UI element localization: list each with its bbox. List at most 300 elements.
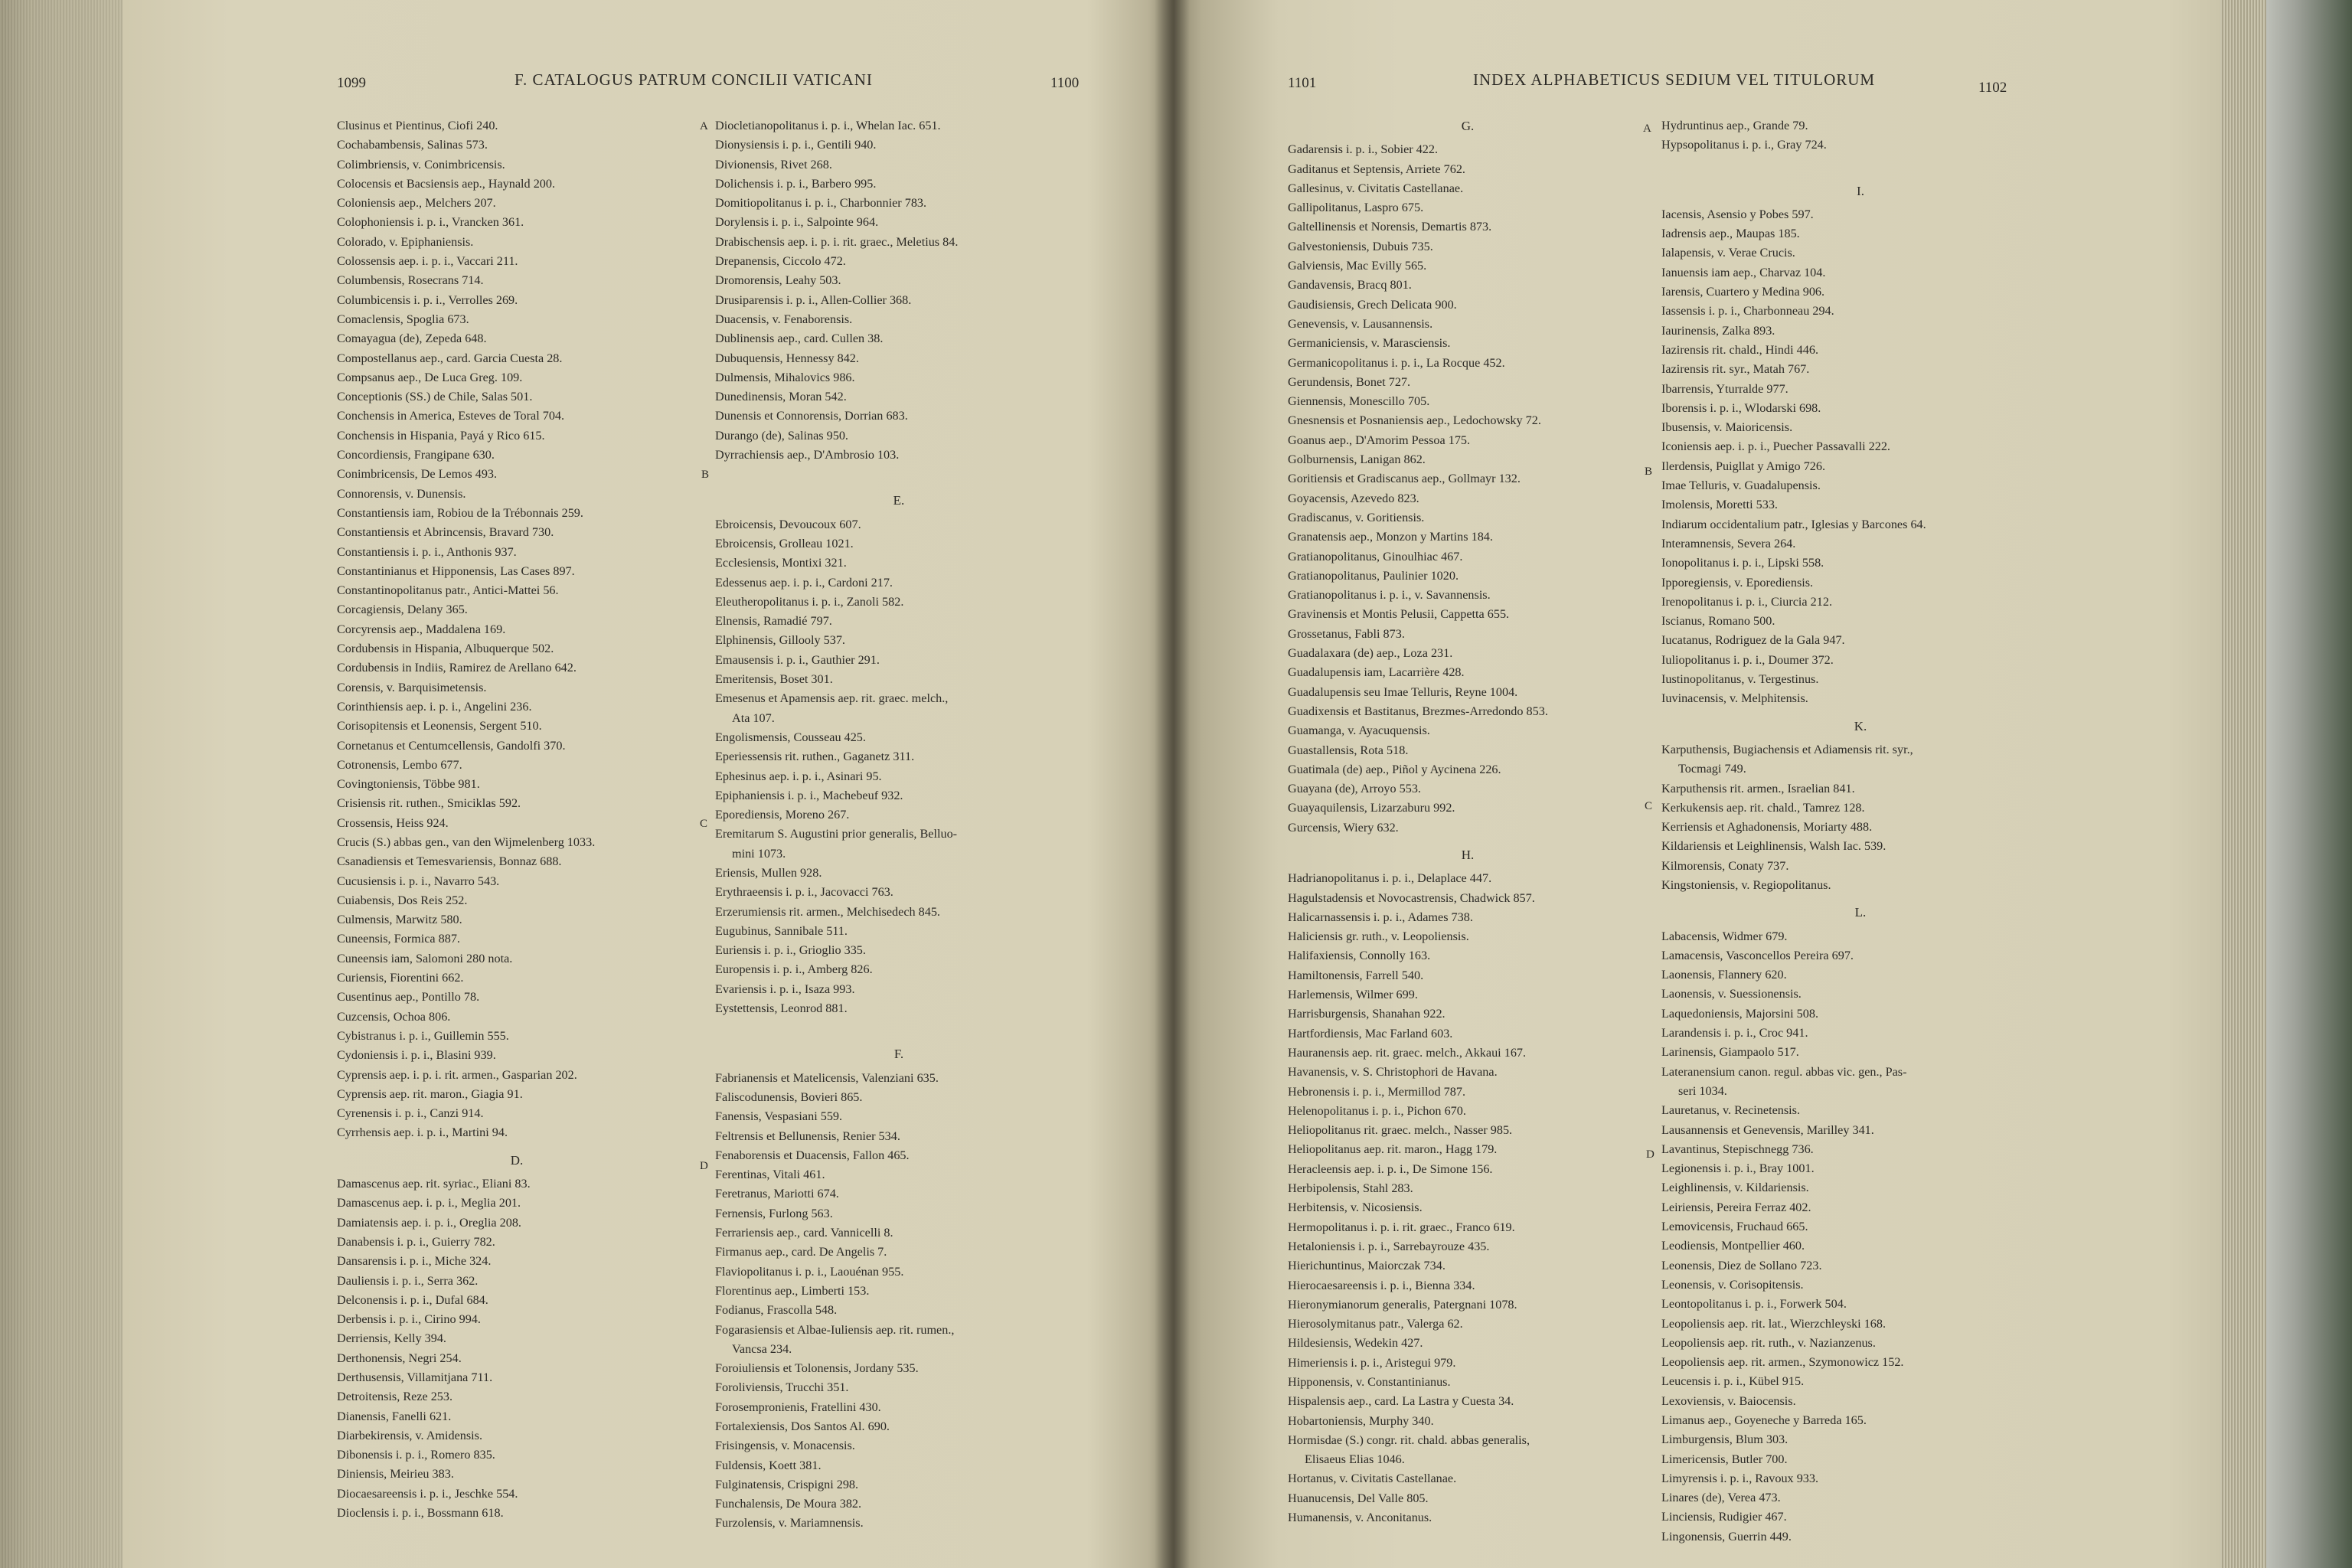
index-entry: Iborensis i. p. i., Wlodarski 698. xyxy=(1661,400,1821,415)
index-entry: Ebroicensis, Devoucoux 607. xyxy=(715,517,861,531)
margin-label-b: B xyxy=(1645,466,1653,478)
index-entry: Crossensis, Heiss 924. xyxy=(337,815,449,830)
index-entry: Funchalensis, De Moura 382. xyxy=(715,1497,862,1511)
index-entry: Leopoliensis aep. rit. lat., Wierzchleyski 168. xyxy=(1661,1316,1886,1331)
index-entry: Dionysiensis i. p. i., Gentili 940. xyxy=(715,138,877,152)
index-entry: Comaclensis, Spoglia 673. xyxy=(337,312,469,326)
index-entry: Cyrenensis i. p. i., Canzi 914. xyxy=(337,1106,484,1121)
index-entry: Gradiscanus, v. Goritiensis. xyxy=(1288,510,1425,524)
page-number-1101: 1101 xyxy=(1288,75,1317,91)
index-entry: Kildariensis et Leighlinensis, Walsh Iac. 539. xyxy=(1661,839,1886,854)
index-entry: Cuneensis, Formica 887. xyxy=(337,932,460,946)
index-entry: Domitiopolitanus i. p. i., Charbonnier 783. xyxy=(715,196,927,211)
index-entry: Colocensis et Bacsiensis aep., Haynald 200. xyxy=(337,176,556,191)
index-entry: Galtellinensis et Norensis, Demartis 873. xyxy=(1288,220,1492,234)
index-entry: Cordubensis in Hispania, Albuquerque 502. xyxy=(337,642,554,656)
index-entry: Hagulstadensis et Novocastrensis, Chadwick 857. xyxy=(1288,890,1535,905)
left-page xyxy=(0,0,1171,1568)
section-heading-l: L. xyxy=(1854,905,1867,920)
index-entry: Coloniensis aep., Melchers 207. xyxy=(337,196,496,211)
index-entry: Harlemensis, Wilmer 699. xyxy=(1288,988,1418,1002)
index-entry: Gallipolitanus, Laspro 675. xyxy=(1288,201,1424,215)
index-entry: Iaurinensis, Zalka 893. xyxy=(1661,323,1775,338)
index-entry: Covingtoniensis, Többe 981. xyxy=(337,777,480,792)
index-entry: Eleutheropolitanus i. p. i., Zanoli 582. xyxy=(715,594,904,609)
index-entry: Dauliensis i. p. i., Serra 362. xyxy=(337,1273,479,1288)
index-entry: Lausannensis et Genevensis, Marilley 341. xyxy=(1661,1122,1874,1137)
index-entry: Laonensis, v. Suessionensis. xyxy=(1661,987,1802,1001)
index-entry: Culmensis, Marwitz 580. xyxy=(337,913,462,927)
index-entry: Labacensis, Widmer 679. xyxy=(1661,929,1788,943)
page-number-1100: 1100 xyxy=(1050,75,1080,91)
index-entry: Eugubinus, Sannibale 511. xyxy=(715,923,848,938)
index-entry: Constantinopolitanus patr., Antici-Mattei 56. xyxy=(337,583,559,598)
index-entry: Granatensis aep., Monzon y Martins 184. xyxy=(1288,530,1493,544)
index-entry: Ebroicensis, Grolleau 1021. xyxy=(715,536,854,550)
index-entry: Hierosolymitanus patr., Valerga 62. xyxy=(1288,1317,1463,1331)
index-entry: Gallesinus, v. Civitatis Castellanae. xyxy=(1288,181,1464,195)
index-entry: Cochabambensis, Salinas 573. xyxy=(337,138,488,152)
index-entry: Goanus aep., D'Amorim Pessoa 175. xyxy=(1288,433,1471,447)
index-entry: Ibarrensis, Yturralde 977. xyxy=(1661,381,1788,396)
right-page-column-2 xyxy=(1661,116,2060,1547)
margin-label-a: A xyxy=(700,120,708,132)
index-entry: Ibusensis, v. Maioricensis. xyxy=(1661,420,1793,435)
index-entry: Gratianopolitanus, Ginoulhiac 467. xyxy=(1288,549,1463,564)
index-entry: Iazirensis rit. chald., Hindi 446. xyxy=(1661,342,1818,357)
index-entry: Fenaborensis et Duacensis, Fallon 465. xyxy=(715,1148,910,1162)
page-number-1099: 1099 xyxy=(337,75,366,91)
index-entry: Kerkukensis aep. rit. chald., Tamrez 128. xyxy=(1661,800,1865,815)
index-entry: Europensis i. p. i., Amberg 826. xyxy=(715,962,873,977)
index-entry: Euriensis i. p. i., Grioglio 335. xyxy=(715,943,866,958)
index-entry: Derriensis, Kelly 394. xyxy=(337,1331,446,1346)
index-entry: Haliciensis gr. ruth., v. Leopoliensis. xyxy=(1288,929,1469,944)
index-entry: Colossensis aep. i. p. i., Vaccari 211. xyxy=(337,254,518,269)
index-entry: Lemovicensis, Fruchaud 665. xyxy=(1661,1220,1808,1234)
index-entry: Himeriensis i. p. i., Aristegui 979. xyxy=(1288,1355,1456,1370)
index-entry: Galviensis, Mac Evilly 565. xyxy=(1288,259,1427,273)
index-entry: Iuliopolitanus i. p. i., Doumer 372. xyxy=(1661,652,1834,667)
index-entry: Flaviopolitanus i. p. i., Laouénan 955. xyxy=(715,1264,904,1279)
index-entry: Constantiensis et Abrincensis, Bravard 730. xyxy=(337,525,554,540)
index-entry: Derbensis i. p. i., Cirino 994. xyxy=(337,1312,481,1327)
index-entry: Ilerdensis, Puigllat y Amigo 726. xyxy=(1661,459,1826,473)
index-entry: Guayana (de), Arroyo 553. xyxy=(1288,782,1421,796)
index-entry: Imae Telluris, v. Guadalupensis. xyxy=(1661,479,1821,493)
index-entry: Iazirensis rit. syr., Matah 767. xyxy=(1661,362,1810,377)
index-entry: Damascenus aep. rit. syriac., Eliani 83. xyxy=(337,1177,531,1191)
index-entry: Linares (de), Verea 473. xyxy=(1661,1491,1781,1505)
left-running-header: F. CATALOGUS PATRUM CONCILII VATICANI xyxy=(514,70,873,89)
section-heading-g: G. xyxy=(1461,119,1475,133)
index-entry: Heliopolitanus rit. graec. melch., Nasser 985. xyxy=(1288,1123,1513,1138)
index-entry: Dunensis et Connorensis, Dorrian 683. xyxy=(715,409,908,423)
index-entry: Eperiessensis rit. ruthen., Gaganetz 311. xyxy=(715,750,915,764)
index-entry: Iarensis, Cuartero y Medina 906. xyxy=(1661,285,1825,299)
index-entry: Halicarnassensis i. p. i., Adames 738. xyxy=(1288,910,1473,924)
index-entry: Indiarum occidentalium patr., Iglesias y Barcones 64. xyxy=(1661,517,1926,531)
index-entry: Kingstoniensis, v. Regiopolitanus. xyxy=(1661,877,1831,892)
index-entry: Florentinus aep., Limberti 153. xyxy=(715,1283,870,1298)
section-heading-f: F. xyxy=(893,1047,904,1062)
index-entry: Huanucensis, Del Valle 805. xyxy=(1288,1491,1429,1505)
index-entry: Leonensis, v. Corisopitensis. xyxy=(1661,1277,1804,1292)
index-entry: Iucatanus, Rodriguez de la Gala 947. xyxy=(1661,633,1845,648)
index-entry: Constantiensis iam, Robiou de la Trébonnais 259. xyxy=(337,505,583,520)
margin-label-a: A xyxy=(1643,122,1651,135)
index-entry: Csanadiensis et Temesvariensis, Bonnaz 688. xyxy=(337,854,562,869)
index-entry: Diocletianopolitanus i. p. i., Whelan Iac. 651. xyxy=(715,119,941,132)
index-entry: Comayagua (de), Zepeda 648. xyxy=(337,332,487,346)
index-entry: Constantiensis i. p. i., Anthonis 937. xyxy=(337,544,517,559)
index-entry: Goyacensis, Azevedo 823. xyxy=(1288,491,1419,505)
index-entry: Hydruntinus aep., Grande 79. xyxy=(1661,119,1808,132)
index-entry: Kerriensis et Aghadonensis, Moriarty 488. xyxy=(1661,820,1873,835)
index-entry: Eystettensis, Leonrod 881. xyxy=(715,1001,848,1016)
index-entry: Iassensis i. p. i., Charbonneau 294. xyxy=(1661,304,1834,318)
index-entry: Golburnensis, Lanigan 862. xyxy=(1288,452,1426,467)
index-entry: Guadalupensis iam, Lacarrière 428. xyxy=(1288,665,1465,680)
index-entry: Leonensis, Diez de Sollano 723. xyxy=(1661,1258,1822,1272)
index-entry: Emausensis i. p. i., Gauthier 291. xyxy=(715,652,880,667)
index-entry: Dolichensis i. p. i., Barbero 995. xyxy=(715,176,877,191)
index-entry: Hierocaesareensis i. p. i., Bienna 334. xyxy=(1288,1278,1475,1292)
index-entry: Guamanga, v. Ayacuquensis. xyxy=(1288,724,1430,738)
index-entry: Havanensis, v. S. Christophori de Havana. xyxy=(1288,1065,1498,1080)
index-entry: Gurcensis, Wiery 632. xyxy=(1288,820,1399,835)
index-entry: Limburgensis, Blum 303. xyxy=(1661,1432,1788,1447)
index-entry: Eremitarum S. Augustini prior generalis, Belluo- xyxy=(715,827,958,841)
index-entry: Ionopolitanus i. p. i., Lipski 558. xyxy=(1661,556,1824,570)
index-entry: Compsanus aep., De Luca Greg. 109. xyxy=(337,370,523,384)
index-entry: Elnensis, Ramadié 797. xyxy=(715,614,832,629)
index-entry: Dubuquensis, Hennessy 842. xyxy=(715,351,859,365)
page-edge-right xyxy=(2220,0,2266,1568)
index-entry: Iscianus, Romano 500. xyxy=(1661,614,1775,629)
index-entry: Dulmensis, Mihalovics 986. xyxy=(715,370,855,384)
index-entry: Ipporegiensis, v. Eporediensis. xyxy=(1661,575,1814,590)
index-entry: Damascenus aep. i. p. i., Meglia 201. xyxy=(337,1196,521,1210)
page-edge-left xyxy=(0,0,122,1568)
index-entry: Cotronensis, Lembo 677. xyxy=(337,757,462,772)
index-entry: Germaniciensis, v. Marasciensis. xyxy=(1288,336,1451,351)
index-entry: Drepanensis, Ciccolo 472. xyxy=(715,254,846,269)
index-entry: Leontopolitanus i. p. i., Forwerk 504. xyxy=(1661,1297,1847,1312)
index-entry: Firmanus aep., card. De Angelis 7. xyxy=(715,1245,887,1259)
index-entry: Dianensis, Fanelli 621. xyxy=(337,1409,452,1423)
index-entry: Heliopolitanus aep. rit. maron., Hagg 179. xyxy=(1288,1142,1498,1157)
index-entry: Dunedinensis, Moran 542. xyxy=(715,390,847,404)
index-entry: Karputhensis rit. armen., Israelian 841. xyxy=(1661,781,1855,795)
index-entry: Concordiensis, Frangipane 630. xyxy=(337,448,495,462)
index-entry: Conchensis in Hispania, Payá y Rico 615. xyxy=(337,428,545,443)
index-entry: Cuzcensis, Ochoa 806. xyxy=(337,1009,451,1024)
index-entry: Corensis, v. Barquisimetensis. xyxy=(337,680,487,694)
index-entry: Herbitensis, v. Nicosiensis. xyxy=(1288,1200,1423,1215)
index-entry: Cydoniensis i. p. i., Blasini 939. xyxy=(337,1048,496,1063)
index-entry: Iacensis, Asensio y Pobes 597. xyxy=(1661,207,1814,221)
index-entry: Dyrrachiensis aep., D'Ambrosio 103. xyxy=(715,448,900,462)
index-entry: Detroitensis, Reze 253. xyxy=(337,1390,453,1404)
index-entry: Leopoliensis aep. rit. ruth., v. Nazianzenus. xyxy=(1661,1335,1876,1350)
index-entry: Humanensis, v. Anconitanus. xyxy=(1288,1511,1432,1525)
index-entry: Divionensis, Rivet 268. xyxy=(715,157,832,172)
index-entry: Cybistranus i. p. i., Guillemin 555. xyxy=(337,1028,509,1043)
index-entry: Ianuensis iam aep., Charvaz 104. xyxy=(1661,265,1826,279)
index-entry: Linciensis, Rudigier 467. xyxy=(1661,1510,1787,1524)
index-entry: Foroliviensis, Trucchi 351. xyxy=(715,1380,849,1395)
index-entry: Germanicopolitanus i. p. i., La Rocque 452. xyxy=(1288,355,1505,370)
index-entry: Elphinensis, Gillooly 537. xyxy=(715,633,845,648)
index-entry: Hadrianopolitanus i. p. i., Delaplace 447. xyxy=(1288,871,1492,886)
index-entry: Guayaquilensis, Lizarzaburu 992. xyxy=(1288,801,1455,815)
index-entry: Conceptionis (SS.) de Chile, Salas 501. xyxy=(337,390,533,404)
index-entry: Guastallensis, Rota 518. xyxy=(1288,743,1409,757)
index-entry: Epiphaniensis i. p. i., Machebeuf 932. xyxy=(715,788,903,802)
index-entry: Emesenus et Apamensis aep. rit. graec. melch., xyxy=(715,691,949,706)
index-entry: Feltrensis et Bellunensis, Renier 534. xyxy=(715,1129,900,1143)
index-entry: Faliscodunensis, Bovieri 865. xyxy=(715,1089,863,1104)
index-entry: Cyprensis aep. i. p. i. rit. armen., Gasparian 202. xyxy=(337,1067,577,1082)
index-entry: Durango (de), Salinas 950. xyxy=(715,428,848,443)
index-entry: Drusiparensis i. p. i., Allen-Collier 368. xyxy=(715,292,912,307)
index-entry: Duacensis, v. Fenaborensis. xyxy=(715,312,853,326)
index-entry: Fulginatensis, Crispigni 298. xyxy=(715,1477,859,1491)
index-entry: Colorado, v. Epiphaniensis. xyxy=(337,234,474,249)
index-entry: Hormisdae (S.) congr. rit. chald. abbas generalis, xyxy=(1288,1432,1530,1447)
index-entry: Hypsopolitanus i. p. i., Gray 724. xyxy=(1661,138,1827,152)
margin-label-c: C xyxy=(1645,800,1653,812)
index-entry: Leodiensis, Montpellier 460. xyxy=(1661,1239,1805,1253)
index-entry: Heracleensis aep. i. p. i., De Simone 156. xyxy=(1288,1161,1493,1176)
index-entry: Frisingensis, v. Monacensis. xyxy=(715,1439,855,1453)
index-entry: Ecclesiensis, Montixi 321. xyxy=(715,556,847,570)
index-entry: Eriensis, Mullen 928. xyxy=(715,865,822,880)
index-entry: Goritiensis et Gradiscanus aep., Gollmayr 132. xyxy=(1288,472,1521,486)
index-entry: Fernensis, Furlong 563. xyxy=(715,1206,833,1220)
index-entry: Columbensis, Rosecrans 714. xyxy=(337,273,484,288)
index-entry: Furzolensis, v. Mariamnensis. xyxy=(715,1516,864,1530)
index-entry: Laonensis, Flannery 620. xyxy=(1661,968,1787,982)
book-gutter xyxy=(1155,0,1190,1568)
index-entry-continuation: mini 1073. xyxy=(732,846,786,861)
index-entry: Cyrrhensis aep. i. p. i., Martini 94. xyxy=(337,1125,508,1140)
index-entry: Dorylensis i. p. i., Salpointe 964. xyxy=(715,215,879,230)
index-entry: Cyprensis aep. rit. maron., Giagia 91. xyxy=(337,1086,523,1101)
index-entry: Limericensis, Butler 700. xyxy=(1661,1452,1788,1466)
index-entry: Colophoniensis i. p. i., Vrancken 361. xyxy=(337,215,524,230)
index-entry: Lauretanus, v. Recinetensis. xyxy=(1661,1103,1801,1118)
margin-label-d: D xyxy=(700,1160,708,1172)
margin-label-c: C xyxy=(700,818,708,830)
index-entry: Cuiabensis, Dos Reis 252. xyxy=(337,893,468,907)
index-entry: Leiriensis, Pereira Ferraz 402. xyxy=(1661,1200,1811,1214)
index-entry: Hortanus, v. Civitatis Castellanae. xyxy=(1288,1472,1457,1486)
index-entry: Fuldensis, Koett 381. xyxy=(715,1458,822,1472)
index-entry: Guatimala (de) aep., Piñol y Aycinena 226. xyxy=(1288,762,1501,776)
index-entry: Dibonensis i. p. i., Romero 835. xyxy=(337,1448,495,1462)
index-entry: Fortalexiensis, Dos Santos Al. 690. xyxy=(715,1419,890,1433)
index-entry: Limyrensis i. p. i., Ravoux 933. xyxy=(1661,1471,1819,1485)
index-entry-continuation: Ata 107. xyxy=(732,710,775,725)
index-entry: Hauranensis aep. rit. graec. melch., Akkaui 167. xyxy=(1288,1045,1527,1060)
index-entry: Erzerumiensis rit. armen., Melchisedech 845. xyxy=(715,904,940,919)
index-entry: Foroiuliensis et Tolonensis, Jordany 535. xyxy=(715,1361,919,1376)
index-entry: Emeritensis, Boset 301. xyxy=(715,672,833,687)
index-entry: Larinensis, Giampaolo 517. xyxy=(1661,1045,1799,1060)
index-entry: Guadalupensis seu Imae Telluris, Reyne 1004. xyxy=(1288,684,1518,699)
index-entry: Fogarasiensis et Albae-Iuliensis aep. rit. rumen., xyxy=(715,1322,955,1337)
index-entry: Legionensis i. p. i., Bray 1001. xyxy=(1661,1161,1815,1176)
index-entry: Galvestoniensis, Dubuis 735. xyxy=(1288,239,1433,253)
index-entry: Fanensis, Vespasiani 559. xyxy=(715,1109,843,1124)
index-entry: Conchensis in America, Esteves de Toral 704. xyxy=(337,409,565,423)
index-entry: Corisopitensis et Leonensis, Sergent 510. xyxy=(337,719,542,733)
index-entry: Hipponensis, v. Constantinianus. xyxy=(1288,1375,1451,1389)
index-entry: Fodianus, Frascolla 548. xyxy=(715,1303,838,1318)
index-entry: Cornetanus et Centumcellensis, Gandolfi 370. xyxy=(337,738,566,753)
index-entry: Gratianopolitanus i. p. i., v. Savannensis. xyxy=(1288,588,1491,603)
index-entry: Karputhensis, Bugiachensis et Adiamensis rit. syr., xyxy=(1661,742,1913,756)
index-entry: Iustinopolitanus, v. Tergestinus. xyxy=(1661,672,1819,687)
index-entry: Laquedoniensis, Majorsini 508. xyxy=(1661,1006,1819,1021)
index-entry: Hermopolitanus i. p. i. rit. graec., Franco 619. xyxy=(1288,1220,1515,1234)
index-entry: Colimbriensis, v. Conimbricensis. xyxy=(337,157,505,172)
section-heading-i: I. xyxy=(1857,183,1864,198)
index-entry: Dioclensis i. p. i., Bossmann 618. xyxy=(337,1506,504,1521)
index-entry: Lateranensium canon. regul. abbas vic. gen., Pas- xyxy=(1661,1064,1907,1079)
index-entry: Danabensis i. p. i., Guierry 782. xyxy=(337,1234,495,1249)
index-entry: Cucusiensis i. p. i., Navarro 543. xyxy=(337,874,500,888)
index-entry: Clusinus et Pientinus, Ciofi 240. xyxy=(337,119,498,132)
index-entry: Feretranus, Mariotti 674. xyxy=(715,1187,839,1201)
index-entry: Edessenus aep. i. p. i., Cardoni 217. xyxy=(715,575,893,590)
index-entry: Corcagiensis, Delany 365. xyxy=(337,603,468,617)
index-entry: Leopoliensis aep. rit. armen., Szymonowicz 152. xyxy=(1661,1355,1904,1370)
index-entry: Delconensis i. p. i., Dufal 684. xyxy=(337,1292,488,1307)
index-entry: Gadarensis i. p. i., Sobier 422. xyxy=(1288,142,1439,157)
index-entry: Eporediensis, Moreno 267. xyxy=(715,808,850,822)
margin-label-d: D xyxy=(1646,1148,1655,1161)
index-entry: Ferentinas, Vitali 461. xyxy=(715,1168,825,1182)
section-heading-k: K. xyxy=(1854,718,1867,733)
index-entry: Helenopolitanus i. p. i., Pichon 670. xyxy=(1288,1103,1466,1118)
background-surface xyxy=(2259,0,2352,1568)
index-entry: Columbicensis i. p. i., Verrolles 269. xyxy=(337,292,518,307)
index-entry: Lamacensis, Vasconcellos Pereira 697. xyxy=(1661,948,1854,962)
index-entry: Hieronymianorum generalis, Patergnani 1078. xyxy=(1288,1297,1517,1312)
index-entry: Crisiensis rit. ruthen., Smiciklas 592. xyxy=(337,796,521,811)
index-entry: Harrisburgensis, Shanahan 922. xyxy=(1288,1007,1446,1021)
index-entry: Giennensis, Monescillo 705. xyxy=(1288,394,1430,409)
index-entry: Leighlinensis, v. Kildariensis. xyxy=(1661,1181,1809,1195)
index-entry: Gandavensis, Bracq 801. xyxy=(1288,278,1412,292)
index-entry: Grossetanus, Fabli 873. xyxy=(1288,626,1405,641)
section-heading-h: H. xyxy=(1461,847,1475,862)
index-entry: Derthusensis, Villamitjana 711. xyxy=(337,1370,493,1384)
index-entry: Ferrariensis aep., card. Vannicelli 8. xyxy=(715,1226,893,1240)
index-entry: Hamiltonensis, Farrell 540. xyxy=(1288,968,1424,982)
index-entry-continuation: seri 1034. xyxy=(1678,1083,1727,1098)
index-entry: Imolensis, Moretti 533. xyxy=(1661,498,1778,512)
index-entry: Lexoviensis, v. Baiocensis. xyxy=(1661,1393,1796,1408)
index-entry: Dublinensis aep., card. Cullen 38. xyxy=(715,332,884,346)
index-entry: Connorensis, v. Dunensis. xyxy=(337,486,466,501)
section-heading-d: D. xyxy=(510,1152,524,1168)
index-entry: Hartfordiensis, Mac Farland 603. xyxy=(1288,1026,1453,1040)
index-entry: Corcyrensis aep., Maddalena 169. xyxy=(337,622,506,636)
index-entry: Diarbekirensis, v. Amidensis. xyxy=(337,1428,483,1442)
index-entry: Curiensis, Fiorentini 662. xyxy=(337,971,464,985)
index-entry: Leucensis i. p. i., Kübel 915. xyxy=(1661,1374,1805,1389)
index-entry: Genevensis, v. Lausannensis. xyxy=(1288,316,1433,331)
index-entry: Lavantinus, Stepischnegg 736. xyxy=(1661,1142,1814,1156)
right-page-column-1 xyxy=(1288,116,1648,1527)
index-entry: Iadrensis aep., Maupas 185. xyxy=(1661,227,1800,241)
index-entry: Evariensis i. p. i., Isaza 993. xyxy=(715,982,855,996)
index-entry: Hobartoniensis, Murphy 340. xyxy=(1288,1413,1434,1428)
index-entry: Cuneensis iam, Salomoni 280 nota. xyxy=(337,951,513,965)
index-entry: Forosempronienis, Fratellini 430. xyxy=(715,1400,881,1414)
index-entry: Hetaloniensis i. p. i., Sarrebayrouze 435. xyxy=(1288,1239,1490,1253)
index-entry: Gravinensis et Montis Pelusii, Cappetta 655. xyxy=(1288,607,1510,622)
index-entry: Cordubensis in Indiis, Ramirez de Arellano 642. xyxy=(337,661,577,675)
right-page xyxy=(1171,0,2259,1568)
index-entry: Conimbricensis, De Lemos 493. xyxy=(337,467,498,482)
left-page-column-1 xyxy=(337,116,697,1523)
index-entry: Gratianopolitanus, Paulinier 1020. xyxy=(1288,568,1459,583)
index-entry: Iconiensis aep. i. p. i., Puecher Passavalli 222. xyxy=(1661,439,1890,454)
index-entry: Hildesiensis, Wedekin 427. xyxy=(1288,1336,1423,1351)
index-entry: Guadalaxara (de) aep., Loza 231. xyxy=(1288,646,1453,661)
index-entry: Cusentinus aep., Pontillo 78. xyxy=(337,990,480,1004)
index-entry: Gaditanus et Septensis, Arriete 762. xyxy=(1288,162,1465,176)
index-entry: Diocaesareensis i. p. i., Jeschke 554. xyxy=(337,1486,518,1501)
index-entry: Damiatensis aep. i. p. i., Oreglia 208. xyxy=(337,1215,521,1230)
page-number-1102: 1102 xyxy=(1978,80,2007,96)
index-entry: Iuvinacensis, v. Melphitensis. xyxy=(1661,691,1808,706)
index-entry: Hebronensis i. p. i., Mermillod 787. xyxy=(1288,1084,1465,1099)
index-entry: Hispalensis aep., card. La Lastra y Cuesta 34. xyxy=(1288,1394,1514,1409)
index-entry: Engolismensis, Cousseau 425. xyxy=(715,730,866,744)
index-entry: Guadixensis et Bastitanus, Brezmes-Arredondo 853. xyxy=(1288,704,1548,718)
index-entry: Fabrianensis et Matelicensis, Valenziani 635. xyxy=(715,1070,939,1085)
index-entry: Erythraeensis i. p. i., Jacovacci 763. xyxy=(715,885,893,900)
index-entry: Halifaxiensis, Connolly 163. xyxy=(1288,949,1431,963)
index-entry: Ephesinus aep. i. p. i., Asinari 95. xyxy=(715,769,882,783)
right-running-header: INDEX ALPHABETICUS SEDIUM VEL TITULORUM xyxy=(1473,70,1876,89)
index-entry: Interamnensis, Severa 264. xyxy=(1661,536,1796,550)
index-entry: Compostellanus aep., card. Garcia Cuesta 28. xyxy=(337,351,563,365)
index-entry: Hierichuntinus, Maiorczak 734. xyxy=(1288,1259,1446,1273)
index-entry: Derthonensis, Negri 254. xyxy=(337,1351,462,1365)
index-entry: Lingonensis, Guerrin 449. xyxy=(1661,1529,1792,1544)
index-entry: Larandensis i. p. i., Croc 941. xyxy=(1661,1026,1808,1040)
index-entry: Irenopolitanus i. p. i., Ciurcia 212. xyxy=(1661,594,1832,609)
index-entry: Dansarensis i. p. i., Miche 324. xyxy=(337,1254,492,1269)
index-entry: Kilmorensis, Conaty 737. xyxy=(1661,858,1789,873)
left-page-column-2 xyxy=(715,116,1083,1534)
index-entry: Gnesnensis et Posnaniensis aep., Ledochowsky 72. xyxy=(1288,413,1541,428)
index-entry: Gaudisiensis, Grech Delicata 900. xyxy=(1288,297,1457,312)
index-entry-continuation: Elisaeus Elias 1046. xyxy=(1305,1452,1405,1467)
index-entry: Dromorensis, Leahy 503. xyxy=(715,273,841,288)
margin-label-b: B xyxy=(701,469,710,481)
section-heading-e: E. xyxy=(893,493,905,508)
index-entry: Herbipolensis, Stahl 283. xyxy=(1288,1181,1413,1196)
index-entry: Corinthiensis aep. i. p. i., Angelini 236. xyxy=(337,699,532,714)
